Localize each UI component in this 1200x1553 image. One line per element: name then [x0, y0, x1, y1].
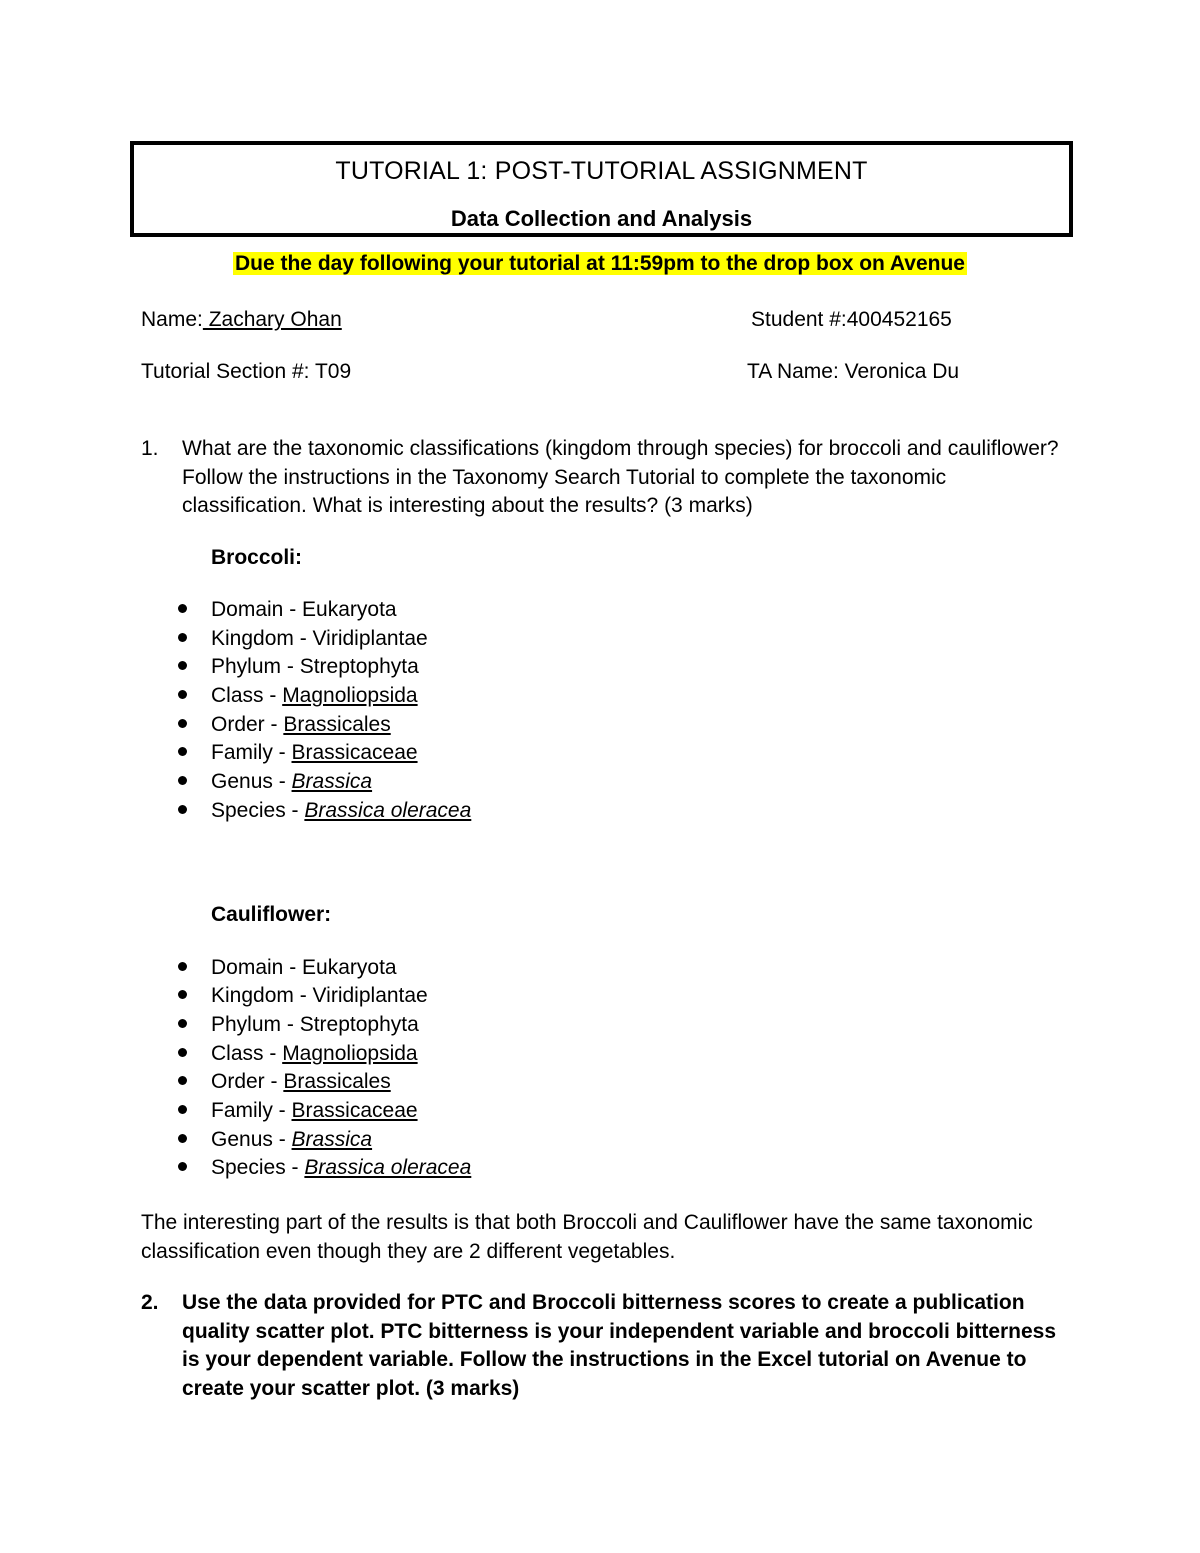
name-field [141, 308, 342, 332]
list-item [178, 1070, 391, 1094]
bullet-icon [178, 1019, 187, 1028]
bullet-icon [178, 1162, 187, 1171]
bullet-icon [178, 1134, 187, 1143]
bullet-icon [178, 805, 187, 814]
list-item [178, 1042, 418, 1066]
bullet-icon [178, 747, 187, 756]
rank-label: Class - [211, 684, 283, 707]
rank-value: Brassicaceae [291, 741, 418, 764]
list-item [178, 713, 391, 737]
rank-label: Family - [211, 1099, 292, 1122]
rank-value: Brassica [291, 1128, 373, 1151]
rank-value: Streptophyta [299, 655, 419, 678]
rank-label: Species - [211, 799, 305, 822]
tutorial-section-field [141, 360, 351, 384]
tutorial-section-label: Tutorial Section #: [141, 360, 310, 383]
rank-label: Order - [211, 1070, 284, 1093]
bullet-icon [178, 661, 187, 670]
bullet-icon [178, 990, 187, 999]
cauliflower-heading: Cauliflower: [211, 903, 332, 926]
document-subtitle: Data Collection and Analysis [450, 206, 753, 231]
question-1-number: 1. [141, 437, 159, 460]
ta-name-field [747, 360, 959, 384]
rank-value: Brassica oleracea [304, 1156, 472, 1179]
list-item [178, 1099, 418, 1123]
list-item [178, 984, 428, 1008]
bullet-icon [178, 690, 187, 699]
rank-label: Species - [211, 1156, 305, 1179]
rank-value: Viridiplantae [312, 984, 428, 1007]
bullet-icon [178, 1076, 187, 1085]
rank-value: Brassicales [283, 1070, 391, 1093]
list-item [178, 655, 419, 679]
bullet-icon [178, 633, 187, 642]
due-notice-text: Due the day following your tutorial at 11:59pm to the drop box on Avenue [234, 252, 965, 275]
tutorial-section-value: T09 [309, 360, 352, 383]
list-item [178, 956, 397, 980]
list-item [178, 799, 471, 823]
student-number-field [751, 308, 952, 332]
question-2-number: 2. [141, 1291, 159, 1314]
bullet-icon [178, 1048, 187, 1057]
rank-value: Brassica oleracea [304, 799, 472, 822]
rank-value: Magnoliopsida [282, 684, 418, 707]
rank-label: Kingdom - [211, 984, 313, 1007]
rank-label: Class - [211, 1042, 283, 1065]
list-item [178, 598, 397, 622]
answer-1-text: The interesting part of the results is that both Broccoli and Cauliflower have the same taxonomic classification even though they are 2 different vegetables. [141, 1211, 1033, 1263]
question-1-text: What are the taxonomic classifications (kingdom through species) for broccoli and cauliflower? Follow the instructions in the Taxonomy Search Tutorial to complete the taxonomic classification. What is interesting about the results? (3 marks) [182, 437, 1059, 518]
rank-label: Domain - [211, 598, 303, 621]
rank-value: Brassica [291, 770, 373, 793]
title-box [130, 141, 1073, 237]
list-item [178, 684, 418, 708]
name-value: Zachary Ohan [202, 308, 342, 331]
rank-value: Eukaryota [302, 598, 397, 621]
broccoli-heading: Broccoli: [211, 546, 303, 569]
rank-value: Viridiplantae [312, 627, 428, 650]
rank-value: Brassicales [283, 713, 391, 736]
rank-label: Phylum - [211, 1013, 300, 1036]
bullet-icon [178, 719, 187, 728]
list-item [178, 1013, 419, 1037]
student-number-label: Student #: [751, 308, 847, 331]
list-item [178, 627, 428, 651]
list-item [178, 1128, 372, 1152]
rank-label: Family - [211, 741, 292, 764]
rank-value: Eukaryota [302, 956, 397, 979]
rank-label: Genus - [211, 770, 292, 793]
rank-label: Phylum - [211, 655, 300, 678]
bullet-icon [178, 962, 187, 971]
name-label: Name: [141, 308, 203, 331]
rank-value: Magnoliopsida [282, 1042, 418, 1065]
rank-value: Brassicaceae [291, 1099, 418, 1122]
student-number-value: 400452165 [846, 308, 952, 331]
document-title: TUTORIAL 1: POST-TUTORIAL ASSIGNMENT [335, 157, 868, 185]
list-item [178, 741, 418, 765]
rank-label: Order - [211, 713, 284, 736]
rank-label: Kingdom - [211, 627, 313, 650]
due-notice [0, 252, 1200, 276]
rank-label: Genus - [211, 1128, 292, 1151]
bullet-icon [178, 604, 187, 613]
rank-label: Domain - [211, 956, 303, 979]
bullet-icon [178, 1105, 187, 1114]
bullet-icon [178, 776, 187, 785]
rank-value: Streptophyta [299, 1013, 419, 1036]
ta-name-label: TA Name: [747, 360, 839, 383]
list-item [178, 770, 372, 794]
list-item [178, 1156, 471, 1180]
question-2-text: Use the data provided for PTC and Broccoli bitterness scores to create a publication quality scatter plot. PTC bitterness is your independent variable and broccoli bitterness is your dependent variable. Follow the instructions in the Excel tutorial on Avenue to create your scatter plot. (3 marks) [182, 1291, 1057, 1400]
ta-name-value: Veronica Du [838, 360, 960, 383]
